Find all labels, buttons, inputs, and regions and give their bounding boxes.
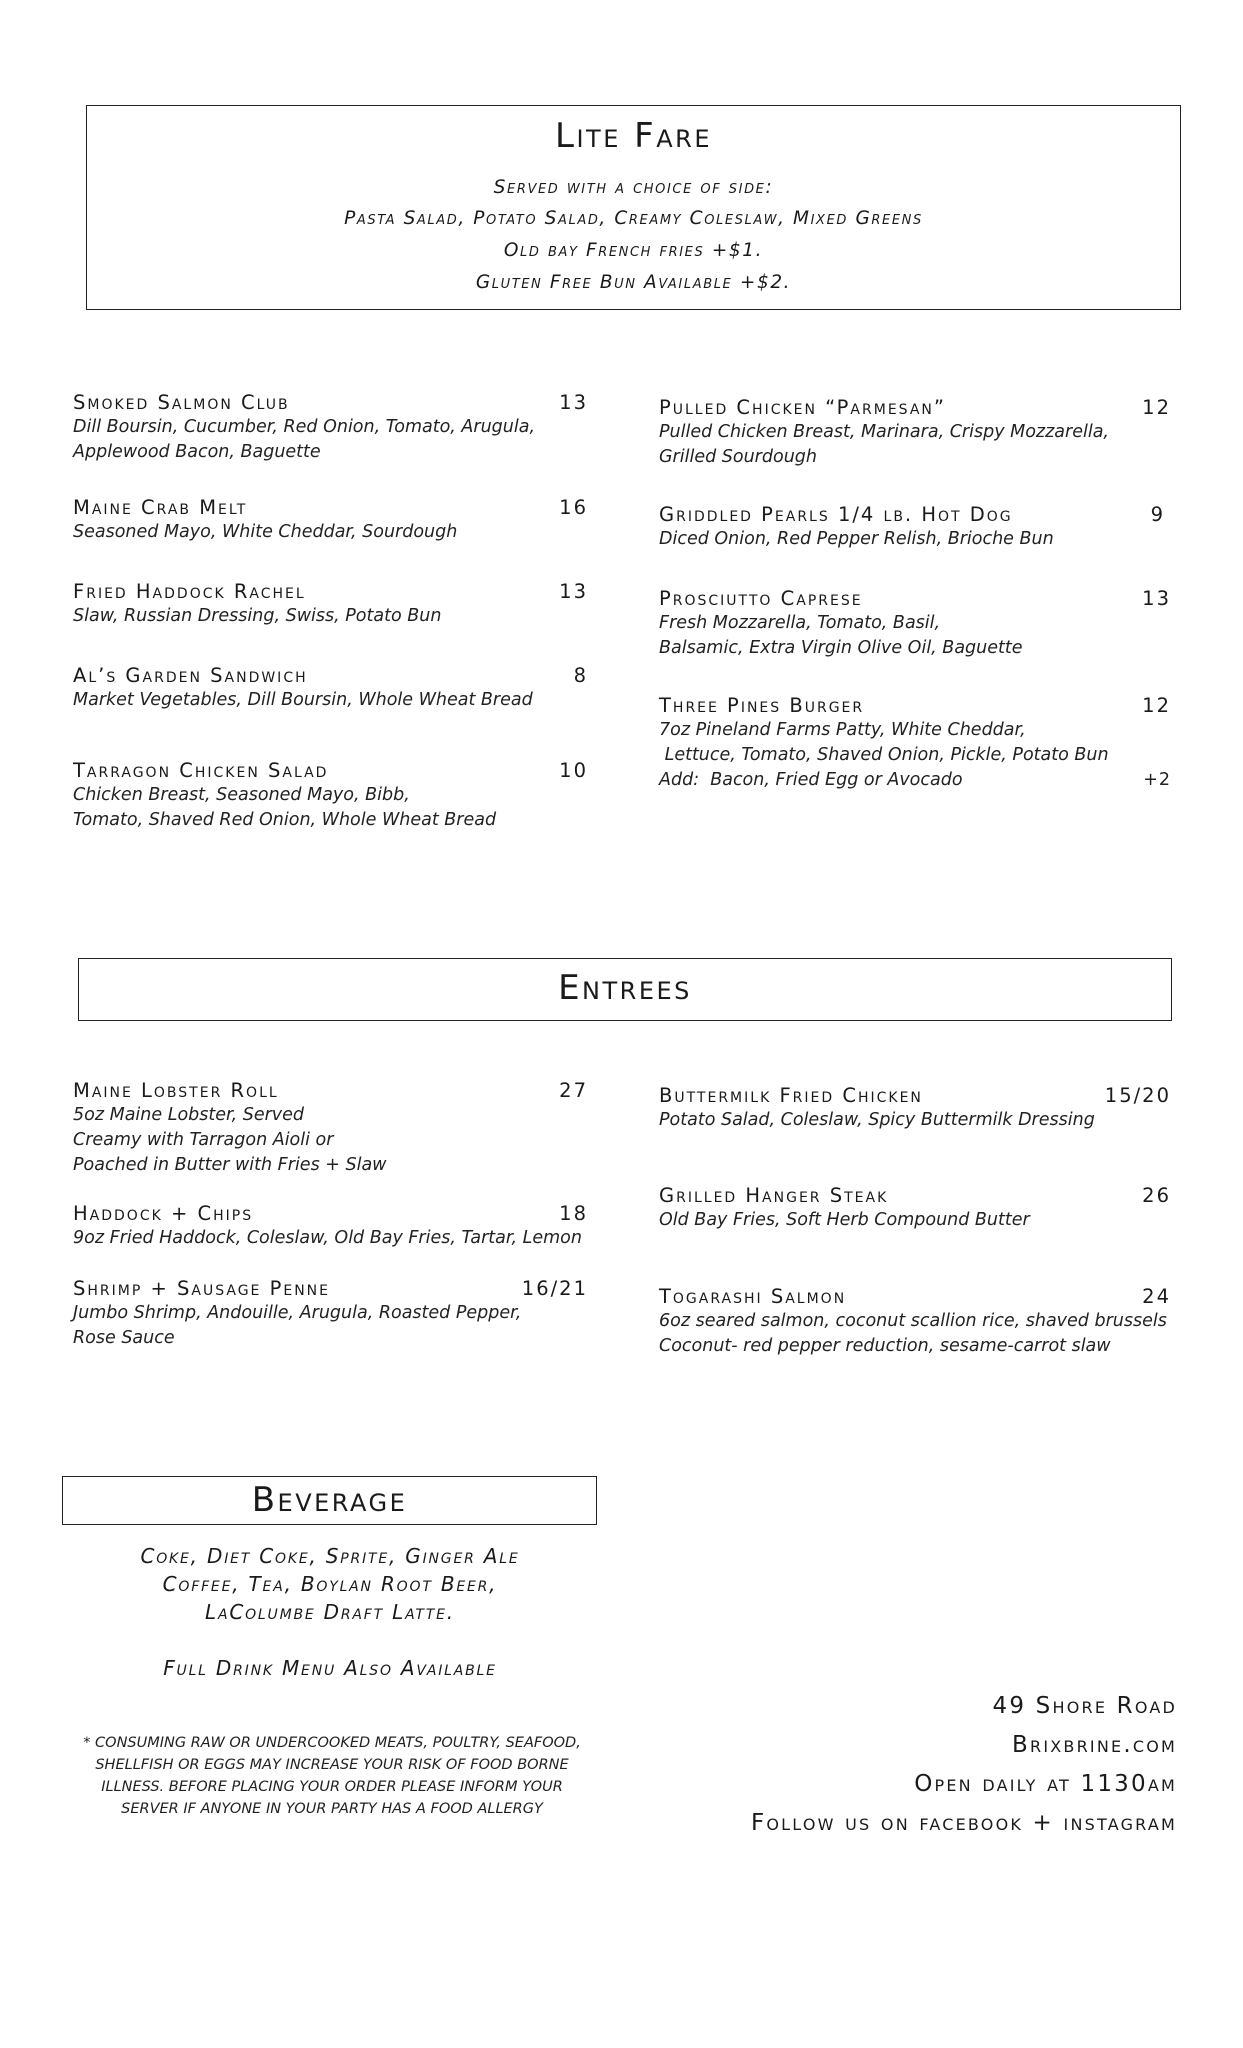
beverage-line: Coffee, Tea, Boylan Root Beer,: [162, 1572, 498, 1596]
entrees-header-box: [78, 958, 1172, 1021]
item-description: Poached in Butter with Fries + Slaw: [73, 1155, 387, 1175]
food-safety-disclaimer: * CONSUMING RAW OR UNDERCOOKED MEATS, POULTRY, SEAFOOD, SHELLFISH OR EGGS MAY INCREASE YOUR RISK OF FOOD BORNE ILLNESS. BEFORE PLACING YOUR ORDER PLEASE INFORM YOUR SERVER IF ANYONE IN YOUR PARTY HAS A FOOD ALLERGY: [83, 1735, 581, 1817]
item-price: 18: [559, 1202, 588, 1225]
item-addon-text: Add: Bacon, Fried Egg or Avocado: [659, 770, 963, 790]
menu-item: [73, 579, 588, 629]
item-description: Seasoned Mayo, White Cheddar, Sourdough: [73, 522, 458, 542]
item-description: Pulled Chicken Breast, Marinara, Crispy Mozzarella,: [659, 422, 1109, 442]
item-price: 16/21: [521, 1277, 588, 1300]
item-description: Rose Sauce: [73, 1328, 175, 1348]
item-description: Creamy with Tarragon Aioli or: [73, 1130, 334, 1150]
menu-item: [659, 586, 1171, 661]
item-description: Diced Onion, Red Pepper Relish, Brioche Bun: [659, 529, 1054, 549]
lite-fare-intro-line: Served with a choice of side:: [493, 177, 774, 198]
lite-fare-header-box: [86, 105, 1181, 310]
item-price: 16: [559, 496, 588, 519]
menu-item: [659, 395, 1171, 470]
item-price: 15/20: [1104, 1084, 1171, 1107]
item-price: 12: [1142, 396, 1171, 419]
item-name: Prosciutto Caprese: [659, 587, 863, 610]
item-name: Buttermilk Fried Chicken: [659, 1084, 923, 1107]
beverage-header-box: [62, 1476, 597, 1525]
item-description: Old Bay Fries, Soft Herb Compound Butter: [659, 1210, 1030, 1230]
item-name: Al’s Garden Sandwich: [73, 664, 308, 687]
item-description: Dill Boursin, Cucumber, Red Onion, Tomato, Arugula,: [73, 417, 536, 437]
item-description: Fresh Mozzarella, Tomato, Basil,: [659, 613, 941, 633]
item-description: 6oz seared salmon, coconut scallion rice, shaved brussels: [659, 1311, 1167, 1331]
menu-item: [659, 1183, 1171, 1233]
item-name: Maine Lobster Roll: [73, 1079, 279, 1102]
entrees-title: Entrees: [558, 968, 692, 1008]
item-description: Jumbo Shrimp, Andouille, Arugula, Roasted Pepper,: [73, 1303, 522, 1323]
item-name: Tarragon Chicken Salad: [73, 759, 329, 782]
menu-item: [659, 502, 1165, 552]
item-price: 13: [559, 391, 588, 414]
item-price: 8: [573, 664, 588, 687]
menu-item: [73, 495, 588, 545]
item-name: Griddled Pearls 1/4 lb. Hot Dog: [659, 503, 1013, 526]
address: 49 Shore Road: [992, 1693, 1177, 1719]
item-price: 12: [1142, 694, 1171, 717]
item-name: Haddock + Chips: [73, 1202, 254, 1225]
beverage-title: Beverage: [251, 1480, 408, 1520]
social-media: Follow us on facebook + instagram: [750, 1810, 1177, 1836]
item-description: Market Vegetables, Dill Boursin, Whole Wheat Bread: [73, 690, 533, 710]
lite-fare-intro-line: Gluten Free Bun Available +$2.: [475, 272, 792, 293]
menu-item: [73, 390, 588, 465]
item-name: Shrimp + Sausage Penne: [73, 1277, 330, 1300]
menu-item: [73, 1078, 588, 1178]
item-price: 27: [559, 1079, 588, 1102]
menu-item: [73, 1201, 588, 1251]
menu-item: [659, 1284, 1171, 1359]
item-name: Pulled Chicken “Parmesan”: [659, 396, 946, 419]
item-name: Fried Haddock Rachel: [73, 580, 306, 603]
lite-fare-title: Lite Fare: [555, 116, 712, 156]
item-name: Togarashi Salmon: [659, 1285, 847, 1308]
drink-menu-note: Full Drink Menu Also Available: [163, 1656, 497, 1680]
item-description: Chicken Breast, Seasoned Mayo, Bibb,: [73, 785, 410, 805]
item-description: Slaw, Russian Dressing, Swiss, Potato Bun: [73, 606, 442, 626]
website: Brixbrine.com: [1012, 1732, 1177, 1758]
item-description: Balsamic, Extra Virgin Olive Oil, Baguette: [659, 638, 1023, 658]
menu-item: [73, 663, 588, 713]
item-name: Maine Crab Melt: [73, 496, 248, 519]
item-description: Tomato, Shaved Red Onion, Whole Wheat Bread: [73, 810, 497, 830]
item-price: 13: [1142, 587, 1171, 610]
item-name: Grilled Hanger Steak: [659, 1184, 889, 1207]
item-name: Smoked Salmon Club: [73, 391, 290, 414]
menu-item: [659, 1083, 1171, 1133]
item-price: 24: [1142, 1285, 1171, 1308]
beverage-line: LaColumbe Draft Latte.: [205, 1600, 455, 1624]
opening-hours: Open daily at 1130am: [914, 1771, 1177, 1797]
item-price: 26: [1142, 1184, 1171, 1207]
lite-fare-intro-line: Pasta Salad, Potato Salad, Creamy Coleslaw, Mixed Greens: [344, 208, 923, 229]
item-description: Potato Salad, Coleslaw, Spicy Buttermilk Dressing: [659, 1110, 1095, 1130]
item-description: Applewood Bacon, Baguette: [73, 442, 321, 462]
item-addon: [659, 768, 1171, 793]
menu-item: [73, 1276, 588, 1351]
item-price: 9: [1150, 503, 1165, 526]
lite-fare-intro-line: Old bay French fries +$1.: [503, 240, 764, 261]
menu-item: [73, 758, 588, 833]
menu-item: [659, 693, 1171, 793]
beverage-line: Coke, Diet Coke, Sprite, Ginger Ale: [140, 1544, 520, 1568]
item-description: Lettuce, Tomato, Shaved Onion, Pickle, Potato Bun: [659, 745, 1109, 765]
item-price: 10: [559, 759, 588, 782]
item-name: Three Pines Burger: [659, 694, 865, 717]
item-description: Coconut- red pepper reduction, sesame-carrot slaw: [659, 1336, 1111, 1356]
item-description: 7oz Pineland Farms Patty, White Cheddar,: [659, 720, 1026, 740]
item-price: 13: [559, 580, 588, 603]
item-description: 5oz Maine Lobster, Served: [73, 1105, 305, 1125]
item-description: 9oz Fried Haddock, Coleslaw, Old Bay Fries, Tartar, Lemon: [73, 1228, 582, 1248]
item-description: Grilled Sourdough: [659, 447, 817, 467]
item-addon-price: +2: [1143, 770, 1171, 790]
